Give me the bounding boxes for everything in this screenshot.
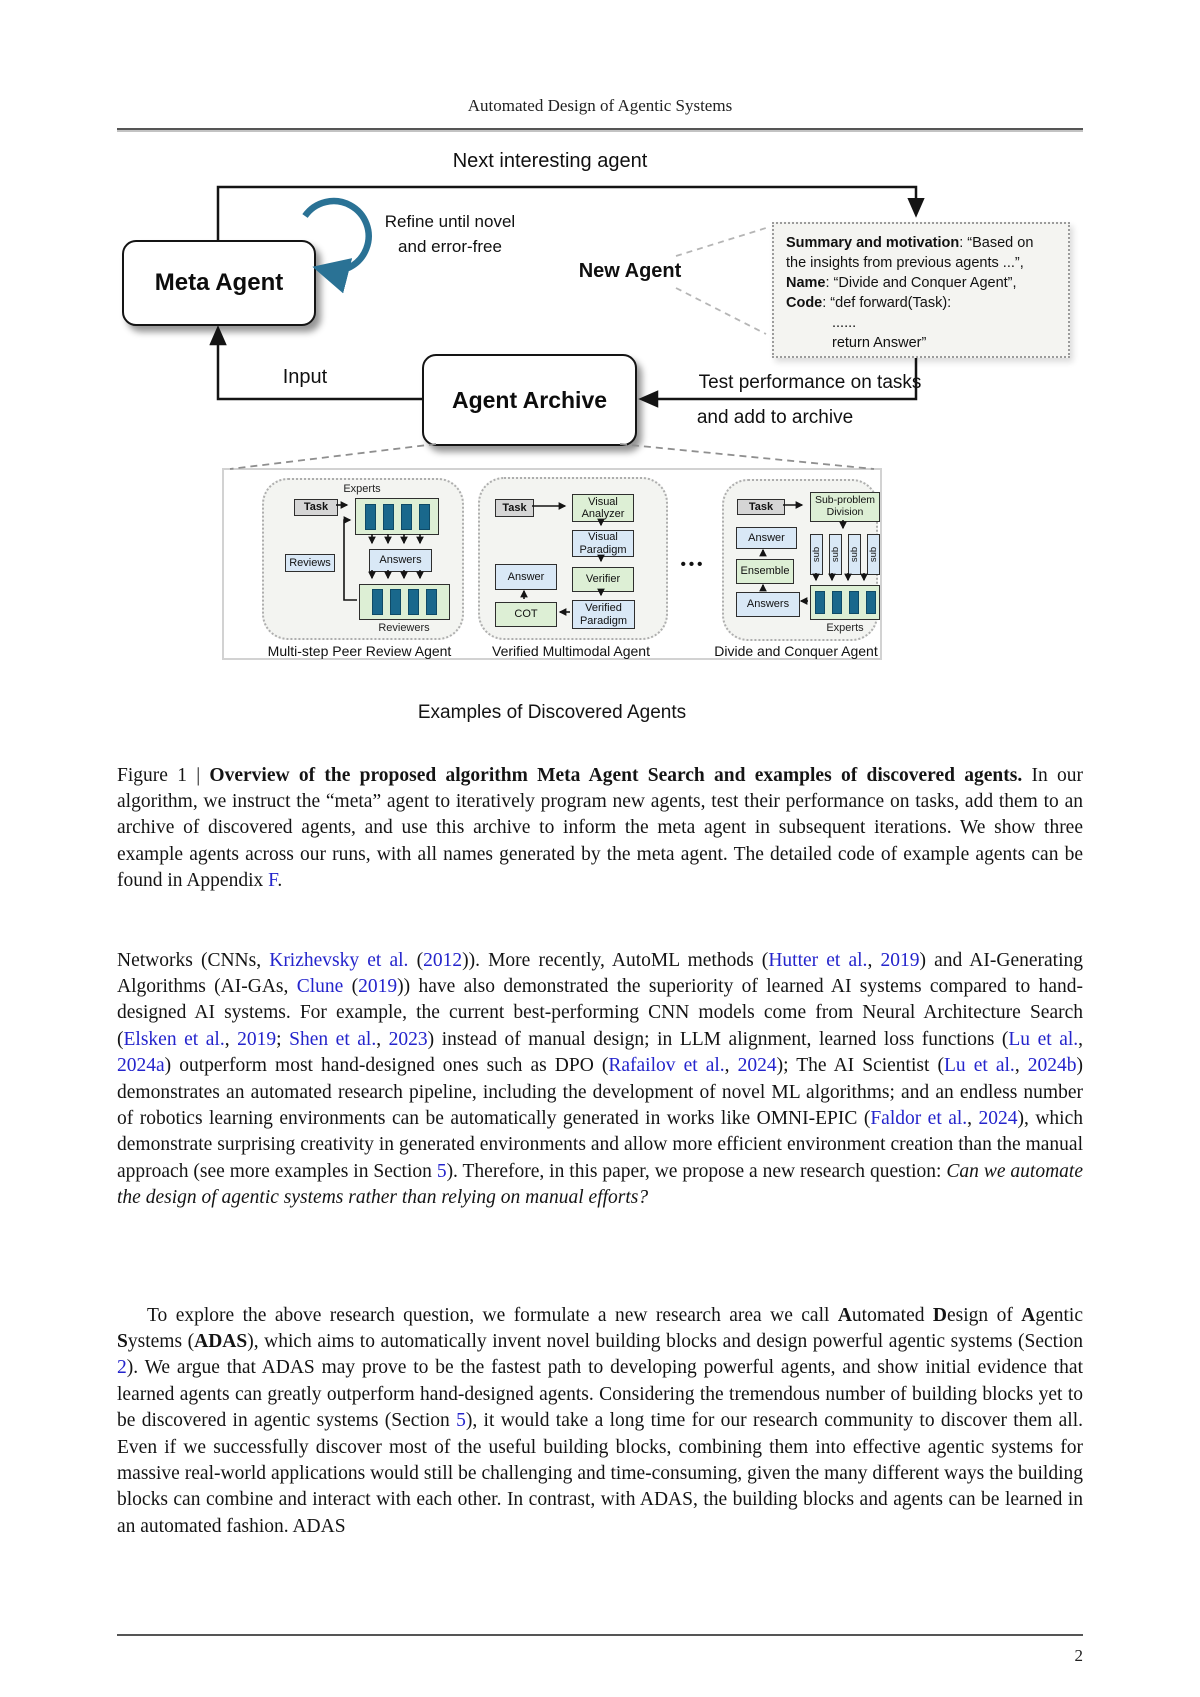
paragraph-2 <box>117 1303 1083 1541</box>
figure-1-diagram <box>0 140 1200 750</box>
text-segment: A <box>837 1304 852 1326</box>
summary-code-return <box>786 333 1056 353</box>
inline-link[interactable]: Elsken et al. <box>123 1028 225 1050</box>
text-segment: Can we automate the design of agentic systems rather than relying on manual efforts? <box>117 1160 1083 1209</box>
agent3-ensemble-node: Ensemble <box>736 559 794 584</box>
agent1-task-node: Task <box>294 499 338 516</box>
agent2-task-node: Task <box>495 499 534 517</box>
agent1-experts-node <box>355 498 439 535</box>
text-segment: : “Divide and Conquer Agent”, <box>825 275 1017 291</box>
text-segment: gentic <box>1035 1304 1083 1326</box>
inline-link[interactable]: 2019 <box>880 949 920 971</box>
inline-link[interactable]: Shen et al. <box>289 1028 377 1050</box>
text-segment: A <box>1021 1304 1036 1326</box>
new-agent-summary-box <box>772 222 1070 358</box>
agent1-experts-bars <box>365 504 430 530</box>
inline-link[interactable]: 5 <box>456 1410 466 1432</box>
agent3-sub-node: sub <box>867 534 880 575</box>
inline-link[interactable]: 2024 <box>978 1107 1018 1129</box>
agent2-visual-analyzer-node: Visual Analyzer <box>572 494 634 522</box>
text-segment: ), it would take a long time for our research community to discover them all. Even if we successfully discover most of the useful building blocks, combining them into effective agentic systems for massive real-world applications would still be challenging and time-consuming, given the many different ways the building blocks can combine and interact with each other. In contrast, with ADAS, the building blocks and agents can be learned in an automated fashion. ADAS <box>117 1410 1083 1537</box>
add-to-archive-label: and add to archive <box>696 407 854 428</box>
text-segment: ...... <box>832 315 857 331</box>
inline-link[interactable]: F <box>268 870 278 892</box>
text-segment: return Answer” <box>832 335 927 351</box>
agent2-cot-node: COT <box>495 602 557 627</box>
text-segment: , <box>376 1028 389 1050</box>
text-segment: In our algorithm, we instruct the “meta” agent to iteratively program new agents, test their performance on tasks, add them to an archive of discovered agents, and use this archive to inform the meta agent in subsequent iterations. We show three example agents across our runs, with all names generated by the meta agent. The detailed code of example agents can be found in Appendix <box>117 764 1083 892</box>
agent3-sub-node: sub <box>810 534 823 575</box>
inline-link[interactable]: 2024 <box>737 1055 777 1077</box>
text-segment: ( <box>343 975 359 997</box>
agent-archive-box: Agent Archive <box>422 354 637 446</box>
inline-link[interactable]: Hutter et al. <box>768 949 868 971</box>
inline-link[interactable]: 2024a <box>117 1055 165 1077</box>
inline-link[interactable]: Krizhevsky et al. <box>269 949 409 971</box>
footer-rule <box>117 1634 1083 1636</box>
inline-link[interactable]: 2012 <box>423 949 463 971</box>
summary-code-line <box>786 293 1056 313</box>
inline-link[interactable]: 2019 <box>358 975 398 997</box>
text-segment: D <box>932 1304 947 1326</box>
next-interesting-agent-label: Next interesting agent <box>452 150 648 172</box>
agent3-sub-node: sub <box>848 534 861 575</box>
agent1-reviews-node: Reviews <box>285 554 335 572</box>
text-segment: )) have also demonstrated the superiority of learned AI systems compared to hand-designed AI systems. For example, the current best-performing CNN models come from Neural Architecture Search ( <box>117 975 1083 1050</box>
text-segment: ). We argue that ADAS may prove to be the fastest path to developing powerful agents, and show initial evidence that learned agents can greatly outperform hand-designed agents. Considering the tremendous number of building blocks yet to be discovered in agentic systems (Section <box>117 1357 1083 1432</box>
examples-title: Examples of Discovered Agents <box>417 702 687 723</box>
new-agent-label: New Agent <box>578 260 682 282</box>
text-segment: ); The AI Scientist ( <box>776 1055 944 1077</box>
text-segment: : “Based on the insights from previous agents ...”, <box>786 235 1034 271</box>
text-segment: Figure 1 | <box>117 764 210 786</box>
agent3-answer-node: Answer <box>736 527 797 549</box>
agent2-verified-paradigm-node: Verified Paradigm <box>572 600 635 629</box>
refine-label: Refine until novel and error-free <box>384 212 516 256</box>
text-segment: : “def forward(Task): <box>822 295 952 311</box>
discovered-agents-panel <box>222 468 882 660</box>
text-segment: Networks (CNNs, <box>117 949 270 971</box>
text-segment: , <box>724 1055 738 1077</box>
text-segment: , <box>967 1107 979 1129</box>
text-segment: ) demonstrates an automated research pipeline, including the development of novel ML algorithms; and an endless number of robotics learning environments can be automatically generated in works like OMNI-EPIC ( <box>117 1055 1084 1129</box>
agent3-subproblem-division-node: Sub-problem Division <box>810 492 880 522</box>
running-head: Automated Design of Agentic Systems <box>467 96 733 115</box>
agent1-caption: Multi-step Peer Review Agent <box>267 643 452 659</box>
ellipsis-dots: ••• <box>680 556 706 573</box>
inline-link[interactable]: Faldor et al. <box>870 1107 968 1129</box>
text-segment: ) outperform most hand-designed ones such as DPO ( <box>164 1055 609 1077</box>
agent3-caption: Divide and Conquer Agent <box>714 643 878 659</box>
figure-caption <box>117 763 1083 895</box>
text-segment: , <box>1078 1028 1084 1050</box>
text-segment: ADAS <box>194 1330 248 1352</box>
agent2-visual-paradigm-node: Visual Paradigm <box>572 530 634 557</box>
text-segment: S <box>117 1330 128 1352</box>
agent3-task-node: Task <box>737 499 785 515</box>
agent1-reviewers-label: Reviewers <box>378 622 430 634</box>
text-segment: ). Therefore, in this paper, we propose a new research question: <box>446 1160 947 1182</box>
agent1-reviewers-node <box>359 584 450 620</box>
agent1-answers-node: Answers <box>369 549 432 572</box>
text-segment: utomated <box>851 1304 933 1326</box>
text-segment: ) instead of manual design; in LLM alignment, learned loss functions ( <box>427 1028 1009 1050</box>
text-segment: , <box>867 949 881 971</box>
agent1-experts-label: Experts <box>343 483 381 495</box>
inline-link[interactable]: 2019 <box>237 1028 277 1050</box>
text-segment: , <box>224 1028 238 1050</box>
summary-code-ellipsis <box>786 313 1056 333</box>
text-segment: ) and AI-Generating Algorithms (AI-GAs, <box>117 949 1084 997</box>
text-segment: esign of <box>947 1304 1022 1326</box>
meta-agent-box: Meta Agent <box>122 240 316 326</box>
agent3-subproblem-columns <box>810 534 880 575</box>
inline-link[interactable]: Clune <box>296 975 344 997</box>
text-segment: Code <box>786 295 823 311</box>
agent3-experts-bars <box>815 591 876 614</box>
header-rule <box>117 128 1083 132</box>
agent3-answers-node: Answers <box>736 592 800 617</box>
text-segment: Summary and motivation <box>786 235 960 251</box>
inline-link[interactable]: 2024b <box>1027 1055 1077 1077</box>
inline-link[interactable]: Rafailov et al. <box>608 1055 725 1077</box>
test-performance-label: Test performance on tasks <box>698 372 922 393</box>
agent3-experts-label: Experts <box>826 622 864 634</box>
text-segment: . <box>277 870 283 892</box>
text-segment: Name <box>786 275 826 291</box>
inline-link[interactable]: 2023 <box>388 1028 428 1050</box>
summary-name-line <box>786 273 1056 293</box>
text-segment: ( <box>408 949 424 971</box>
text-segment: ; <box>276 1028 290 1050</box>
text-segment: , <box>1014 1055 1028 1077</box>
text-segment: To explore the above research question, we formulate a new research area we call <box>147 1304 838 1326</box>
summary-motivation-line <box>786 233 1056 273</box>
agent3-experts-node <box>810 585 880 620</box>
agent3-sub-node: sub <box>829 534 842 575</box>
inline-link[interactable]: Lu et al. <box>1008 1028 1079 1050</box>
agent1-reviewers-bars <box>372 589 437 615</box>
agent2-verifier-node: Verifier <box>572 567 634 592</box>
text-segment: ystems ( <box>127 1330 195 1352</box>
inline-link[interactable]: Lu et al. <box>943 1055 1015 1077</box>
text-segment: Overview of the proposed algorithm Meta Agent Search and examples of discovered agents. <box>209 764 1023 786</box>
agent2-caption: Verified Multimodal Agent <box>492 643 650 659</box>
paragraph-1 <box>117 948 1083 1212</box>
inline-link[interactable]: 2 <box>117 1357 127 1379</box>
inline-link[interactable]: 5 <box>436 1160 447 1182</box>
agent2-answer-node: Answer <box>495 564 557 590</box>
text-segment: )). More recently, AutoML methods ( <box>462 949 769 971</box>
page-number: 2 <box>1074 1646 1083 1665</box>
input-label: Input <box>282 366 328 388</box>
text-segment: ), which demonstrate surprising creativity in generated environments and allow more efficient environment creation than the manual approach (see more examples in Section <box>117 1107 1083 1182</box>
text-segment: ), which aims to automatically invent novel building blocks and design powerful agentic systems (Section <box>247 1330 1083 1352</box>
